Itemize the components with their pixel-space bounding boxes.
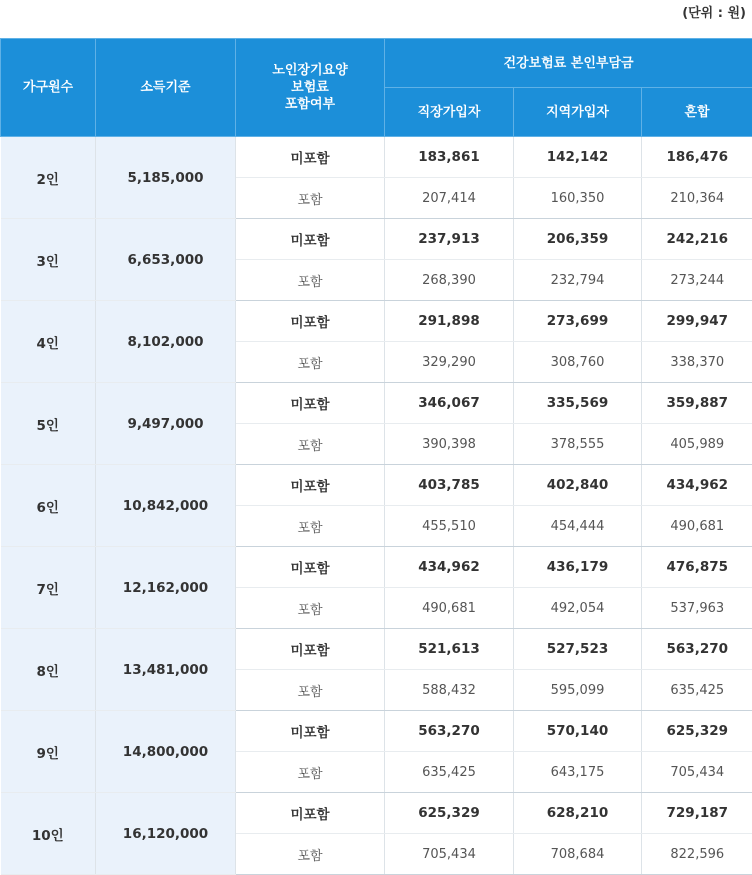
mixed-cell: 273,244 (642, 260, 752, 301)
income-cell: 14,800,000 (96, 711, 236, 793)
mixed-cell: 729,187 (642, 793, 752, 834)
premium-table (0, 38, 752, 875)
employee-cell: 434,962 (385, 547, 514, 588)
income-cell: 13,481,000 (96, 629, 236, 711)
header-household: 가구원수 (1, 39, 96, 137)
regional-cell: 628,210 (514, 793, 642, 834)
ltc-type-cell: 포함 (236, 670, 385, 711)
header-ltc-inclusion (236, 39, 385, 137)
ltc-type-cell: 포함 (236, 588, 385, 629)
table-header (1, 39, 752, 137)
mixed-cell: 299,947 (642, 301, 752, 342)
income-cell: 16,120,000 (96, 793, 236, 875)
household-cell: 8인 (1, 629, 96, 711)
income-cell: 6,653,000 (96, 219, 236, 301)
household-cell: 3인 (1, 219, 96, 301)
regional-cell: 378,555 (514, 424, 642, 465)
employee-cell: 521,613 (385, 629, 514, 670)
mixed-cell: 186,476 (642, 137, 752, 178)
regional-cell: 708,684 (514, 834, 642, 875)
header-income: 소득기준 (96, 39, 236, 137)
mixed-cell: 210,364 (642, 178, 752, 219)
ltc-type-cell: 미포함 (236, 301, 385, 342)
mixed-cell: 434,962 (642, 465, 752, 506)
mixed-cell: 625,329 (642, 711, 752, 752)
employee-cell: 268,390 (385, 260, 514, 301)
income-cell: 10,842,000 (96, 465, 236, 547)
employee-cell: 563,270 (385, 711, 514, 752)
header-ltc-line2: 보험료 (291, 80, 329, 95)
regional-cell: 570,140 (514, 711, 642, 752)
regional-cell: 527,523 (514, 629, 642, 670)
income-cell: 5,185,000 (96, 137, 236, 219)
ltc-type-cell: 포함 (236, 834, 385, 875)
ltc-type-cell: 미포함 (236, 629, 385, 670)
ltc-type-cell: 포함 (236, 342, 385, 383)
table-row (1, 629, 752, 670)
ltc-type-cell: 포함 (236, 260, 385, 301)
table-row (1, 711, 752, 752)
header-employee: 직장가입자 (385, 88, 514, 137)
regional-cell: 643,175 (514, 752, 642, 793)
regional-cell: 273,699 (514, 301, 642, 342)
household-cell: 2인 (1, 137, 96, 219)
table-row (1, 383, 752, 424)
regional-cell: 206,359 (514, 219, 642, 260)
employee-cell: 625,329 (385, 793, 514, 834)
mixed-cell: 563,270 (642, 629, 752, 670)
employee-cell: 291,898 (385, 301, 514, 342)
regional-cell: 595,099 (514, 670, 642, 711)
employee-cell: 455,510 (385, 506, 514, 547)
regional-cell: 436,179 (514, 547, 642, 588)
mixed-cell: 822,596 (642, 834, 752, 875)
regional-cell: 232,794 (514, 260, 642, 301)
regional-cell: 308,760 (514, 342, 642, 383)
mixed-cell: 338,370 (642, 342, 752, 383)
household-cell: 5인 (1, 383, 96, 465)
table-body (1, 137, 752, 875)
regional-cell: 160,350 (514, 178, 642, 219)
employee-cell: 588,432 (385, 670, 514, 711)
employee-cell: 490,681 (385, 588, 514, 629)
employee-cell: 346,067 (385, 383, 514, 424)
ltc-type-cell: 미포함 (236, 219, 385, 260)
mixed-cell: 705,434 (642, 752, 752, 793)
employee-cell: 390,398 (385, 424, 514, 465)
ltc-type-cell: 포함 (236, 178, 385, 219)
employee-cell: 237,913 (385, 219, 514, 260)
header-ltc-line1: 노인장기요양 (272, 63, 347, 78)
income-cell: 9,497,000 (96, 383, 236, 465)
header-mixed: 혼합 (642, 88, 752, 137)
ltc-type-cell: 미포함 (236, 465, 385, 506)
table-row (1, 301, 752, 342)
table-row (1, 547, 752, 588)
household-cell: 4인 (1, 301, 96, 383)
mixed-cell: 242,216 (642, 219, 752, 260)
regional-cell: 335,569 (514, 383, 642, 424)
ltc-type-cell: 포함 (236, 506, 385, 547)
regional-cell: 454,444 (514, 506, 642, 547)
employee-cell: 403,785 (385, 465, 514, 506)
header-premium-group: 건강보험료 본인부담금 (385, 39, 752, 88)
mixed-cell: 476,875 (642, 547, 752, 588)
header-ltc-line3: 포함여부 (285, 97, 335, 112)
mixed-cell: 635,425 (642, 670, 752, 711)
mixed-cell: 537,963 (642, 588, 752, 629)
header-regional: 지역가입자 (514, 88, 642, 137)
table-row (1, 793, 752, 834)
regional-cell: 402,840 (514, 465, 642, 506)
ltc-type-cell: 미포함 (236, 547, 385, 588)
ltc-type-cell: 미포함 (236, 793, 385, 834)
household-cell: 9인 (1, 711, 96, 793)
regional-cell: 142,142 (514, 137, 642, 178)
ltc-type-cell: 미포함 (236, 137, 385, 178)
employee-cell: 207,414 (385, 178, 514, 219)
household-cell: 6인 (1, 465, 96, 547)
income-cell: 12,162,000 (96, 547, 236, 629)
ltc-type-cell: 포함 (236, 424, 385, 465)
employee-cell: 705,434 (385, 834, 514, 875)
regional-cell: 492,054 (514, 588, 642, 629)
employee-cell: 183,861 (385, 137, 514, 178)
table-row (1, 465, 752, 506)
unit-note: (단위 : 원) (0, 0, 752, 38)
mixed-cell: 359,887 (642, 383, 752, 424)
employee-cell: 635,425 (385, 752, 514, 793)
mixed-cell: 405,989 (642, 424, 752, 465)
income-cell: 8,102,000 (96, 301, 236, 383)
mixed-cell: 490,681 (642, 506, 752, 547)
household-cell: 10인 (1, 793, 96, 875)
household-cell: 7인 (1, 547, 96, 629)
employee-cell: 329,290 (385, 342, 514, 383)
ltc-type-cell: 미포함 (236, 383, 385, 424)
table-row (1, 219, 752, 260)
ltc-type-cell: 포함 (236, 752, 385, 793)
table-row (1, 137, 752, 178)
ltc-type-cell: 미포함 (236, 711, 385, 752)
